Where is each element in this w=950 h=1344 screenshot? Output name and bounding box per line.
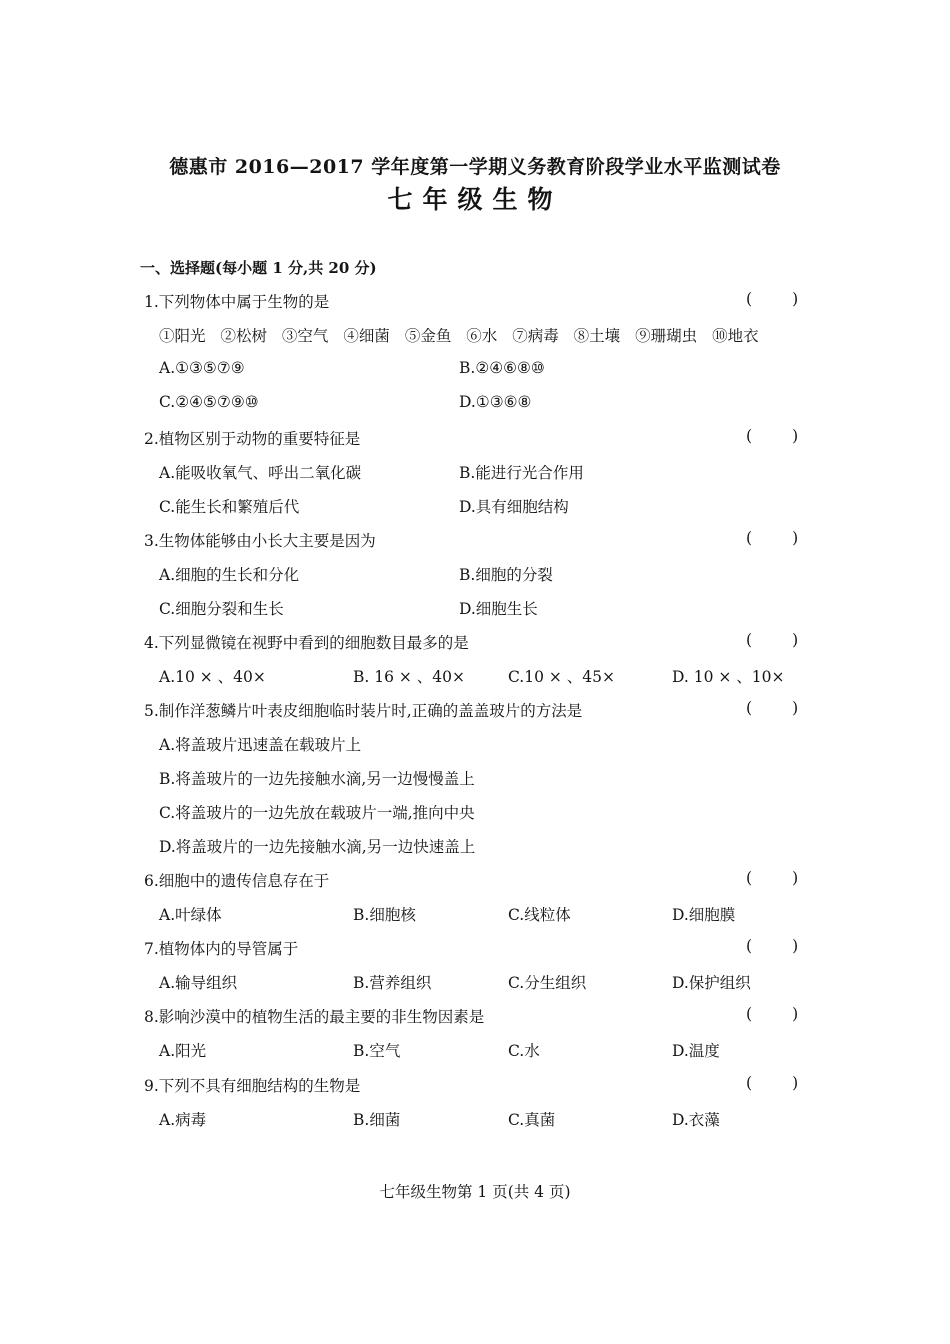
options-row: [0, 393, 950, 421]
option-b[interactable]: B.营养组织: [353, 974, 432, 992]
option-c[interactable]: C.线粒体: [508, 906, 571, 924]
question-6: [0, 869, 950, 897]
options-row: [0, 359, 950, 387]
question-1-items: [159, 324, 769, 346]
question-5: [0, 699, 950, 727]
answer-blank[interactable]: ( ): [746, 1005, 799, 1023]
option-c[interactable]: C.真菌: [508, 1111, 556, 1129]
answer-blank[interactable]: ( ): [746, 699, 799, 717]
option-d[interactable]: D.衣藻: [672, 1111, 720, 1129]
option-a[interactable]: A.输导组织: [159, 974, 238, 992]
list-item: ①阳光: [159, 327, 206, 345]
options-row: [0, 971, 950, 999]
option-c[interactable]: C.将盖玻片的一边先放在载玻片一端,推向中央: [159, 804, 475, 822]
question-stem: 5.制作洋葱鳞片叶表皮细胞临时装片时,正确的盖盖玻片的方法是: [144, 702, 583, 720]
option-d[interactable]: D. 10 × 、10×: [672, 668, 785, 686]
option-c[interactable]: C.水: [508, 1042, 540, 1060]
question-9: [0, 1074, 950, 1102]
option-b[interactable]: B.细胞核: [353, 906, 416, 924]
answer-blank[interactable]: ( ): [746, 631, 799, 649]
option-b[interactable]: B.细菌: [353, 1111, 401, 1129]
question-3: [0, 529, 950, 557]
option-b[interactable]: B.细胞的分裂: [459, 566, 553, 584]
answer-blank[interactable]: ( ): [746, 290, 799, 308]
options-row: [0, 563, 950, 591]
option-b[interactable]: B.将盖玻片的一边先接触水滴,另一边慢慢盖上: [159, 770, 475, 788]
option-c[interactable]: C.10 × 、45×: [508, 668, 616, 686]
question-2: [0, 427, 950, 455]
option-b[interactable]: B.空气: [353, 1042, 401, 1060]
option-c[interactable]: C.细胞分裂和生长: [159, 600, 284, 618]
options-row: [0, 801, 950, 829]
list-item: ②松树: [220, 327, 267, 345]
question-stem: 4.下列显微镜在视野中看到的细胞数目最多的是: [144, 634, 469, 652]
page-footer: 七年级生物第 1 页(共 4 页): [379, 1183, 571, 1201]
option-b[interactable]: B. 16 × 、40×: [353, 668, 466, 686]
answer-blank[interactable]: ( ): [746, 529, 799, 547]
answer-blank[interactable]: ( ): [746, 937, 799, 955]
option-a[interactable]: A.叶绿体: [159, 906, 222, 924]
option-b[interactable]: B.②④⑥⑧⑩: [459, 359, 545, 377]
option-c[interactable]: C.分生组织: [508, 974, 587, 992]
list-item: ⑦病毒: [512, 327, 559, 345]
option-b[interactable]: B.能进行光合作用: [459, 464, 584, 482]
list-item: ⑩地衣: [712, 327, 759, 345]
option-a[interactable]: A.能吸收氧气、呼出二氧化碳: [159, 464, 362, 482]
question-stem: 2.植物区别于动物的重要特征是: [144, 430, 361, 448]
option-d[interactable]: D.细胞膜: [672, 906, 736, 924]
options-row: [0, 767, 950, 795]
options-row: [0, 1039, 950, 1067]
options-row: [0, 597, 950, 625]
exam-title: 德惠市 2016—2017 学年度第一学期义务教育阶段学业水平监测试卷: [169, 156, 781, 178]
answer-blank[interactable]: ( ): [746, 1074, 799, 1092]
option-d[interactable]: D.细胞生长: [459, 600, 538, 618]
options-row: [0, 495, 950, 523]
question-stem: 3.生物体能够由小长大主要是因为: [144, 532, 376, 550]
list-item: ⑥水: [466, 327, 498, 345]
answer-blank[interactable]: ( ): [746, 427, 799, 445]
options-row: [0, 461, 950, 489]
question-stem: 9.下列不具有细胞结构的生物是: [144, 1077, 361, 1095]
list-item: ⑨珊瑚虫: [635, 327, 698, 345]
option-d[interactable]: D.保护组织: [672, 974, 751, 992]
options-row: [0, 665, 950, 693]
question-stem: 7.植物体内的导管属于: [144, 940, 299, 958]
list-item: ④细菌: [343, 327, 390, 345]
section-heading: 一、选择题(每小题 1 分,共 20 分): [140, 259, 377, 277]
question-8: [0, 1005, 950, 1033]
option-c[interactable]: C.能生长和繁殖后代: [159, 498, 300, 516]
question-7: [0, 937, 950, 965]
subject-title: 七年级生物: [387, 185, 563, 214]
list-item: ⑤金鱼: [404, 327, 452, 345]
list-item: ③空气: [281, 327, 329, 345]
option-a[interactable]: A.细胞的生长和分化: [159, 566, 300, 584]
options-row: [0, 903, 950, 931]
question-stem: 8.影响沙漠中的植物生活的最主要的非生物因素是: [144, 1008, 485, 1026]
option-a[interactable]: A.①③⑤⑦⑨: [159, 359, 245, 377]
question-stem: 6.细胞中的遗传信息存在于: [144, 872, 330, 890]
option-a[interactable]: A.将盖玻片迅速盖在载玻片上: [159, 736, 362, 754]
question-1: [0, 290, 950, 318]
question-stem: 1.下列物体中属于生物的是: [144, 293, 330, 311]
option-d[interactable]: D.温度: [672, 1042, 720, 1060]
question-4: [0, 631, 950, 659]
option-d[interactable]: D.①③⑥⑧: [459, 393, 532, 411]
options-row: [0, 1108, 950, 1136]
answer-blank[interactable]: ( ): [746, 869, 799, 887]
option-a[interactable]: A.阳光: [159, 1042, 207, 1060]
options-row: [0, 835, 950, 863]
option-d[interactable]: D.具有细胞结构: [459, 498, 569, 516]
option-c[interactable]: C.②④⑤⑦⑨⑩: [159, 393, 259, 411]
list-item: ⑧土壤: [573, 327, 621, 345]
option-a[interactable]: A.病毒: [159, 1111, 207, 1129]
option-d[interactable]: D.将盖玻片的一边先接触水滴,另一边快速盖上: [159, 838, 476, 856]
options-row: [0, 733, 950, 761]
option-a[interactable]: A.10 × 、40×: [159, 668, 266, 686]
